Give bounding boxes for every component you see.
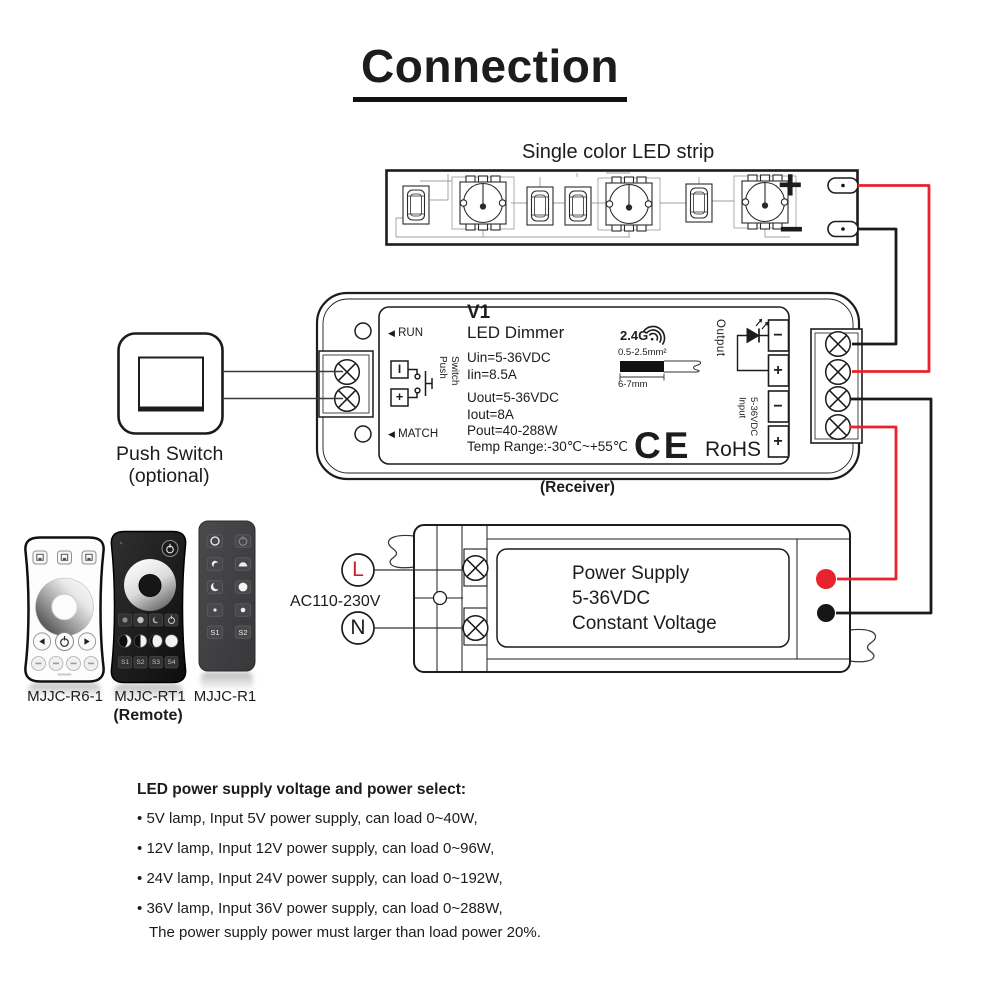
bullet-icon: • [137,810,143,827]
sw-terminal-1: I [397,362,402,376]
spec-iin: Iin=8.5A [467,367,517,382]
output-minus-terminal: − [773,327,783,344]
match-arrow-icon: ◀ [388,429,395,439]
preset-button-icon [58,551,72,564]
power-button [162,541,178,557]
sun-icon [239,583,248,592]
psu-mount-clip-left [388,535,414,567]
psu-line3: Constant Voltage [572,613,717,634]
indicator-led [120,542,123,545]
wall-push-switch [119,334,223,434]
night-dot-icon [213,608,216,611]
screw-terminal-icon [463,556,488,581]
page-title: Connection [340,40,640,102]
rt1-s4-button: S4 [167,658,176,666]
remote-mjjc-r6-1 [25,538,103,682]
dimmer-switch-terminal-block [319,351,373,417]
output-label: Output [713,319,726,357]
spec-iout: Iout=8A [467,407,514,422]
strip-minus-symbol: − [779,205,804,252]
psu-line1: Power Supply [572,563,690,584]
dimmer-product-name: LED Dimmer [467,323,565,342]
screw-terminal-icon [826,332,851,357]
psu-hole [434,592,447,605]
screw-terminal-icon [826,415,851,440]
input-plus-terminal: + [773,433,783,450]
note-item: • 12V lamp, Input 12V power supply, can load 0~96W, [137,840,495,857]
rt1-s3-button: S3 [152,658,160,666]
spec-pout: Pout=40-288W [467,423,558,438]
bright-icon [137,617,143,623]
neutral-label: N [350,616,366,639]
spec-uin: Uin=5-36VDC [467,350,551,365]
strip-resistor [403,186,429,224]
input-label: 5-36VDC Input [736,397,759,437]
r1-s2-button: S2 [238,627,248,637]
note-item: • 24V lamp, Input 24V power supply, can load 0~192W, [137,870,503,887]
power-button [56,633,74,651]
screw-terminal-icon [463,616,488,641]
remote-caption: (Remote) [113,707,183,724]
spec-uout: Uout=5-36VDC [467,390,559,405]
ac-voltage-label: AC110-230V [290,593,381,610]
night-dot-icon [241,608,246,613]
input-minus-terminal: − [773,398,783,415]
notes-footnote: The power supply power must larger than load power 20%. [149,924,541,941]
rt1-s1-button: S1 [121,658,129,666]
live-label: L [352,558,364,581]
note-item: • 36V lamp, Input 36V power supply, can load 0~288W, [137,900,503,917]
rt1-s2-button: S2 [136,658,145,666]
push-switch-subtitle: (optional) [128,465,210,487]
remote-rt1-model: MJJC-RT1 [114,688,186,705]
strip-resistor [686,184,712,222]
ce-mark: CE [634,425,692,466]
match-indicator: ◀ MATCH [388,428,439,440]
psu-line2: 5-36VDC [572,588,651,609]
r1-s1-button: S1 [210,627,220,637]
bullet-icon: • [137,870,143,887]
strip-positive-pad [828,178,858,193]
run-arrow-icon: ◀ [388,328,395,338]
bullet-icon: • [137,840,143,857]
strip-plus-symbol: + [778,161,803,208]
rf-label: 2.4G [620,328,649,343]
strip-resistor [527,187,553,225]
psu-mount-clip-right [850,629,876,661]
strip-negative-pad [828,222,858,237]
rohs-mark: RoHS [705,438,762,461]
dim-icon [122,617,127,622]
output-plus-terminal: + [773,362,783,379]
strip-resistor [565,187,591,225]
remote-r6-model: MJJC-R6-1 [27,688,103,705]
wire-gauge-label: 0.5-2.5mm² [618,347,667,358]
spec-temp: Temp Range:-30℃~+55℃ [467,439,628,454]
push-switch-title: Push Switch [116,443,224,465]
psu-dc-negative-terminal [817,604,835,622]
strip-length-label: 6-7mm [618,379,648,390]
strip-led-chip [598,177,660,231]
led-strip-label: Single color LED strip [522,141,715,163]
screw-terminal-icon [826,360,851,385]
receiver-caption: (Receiver) [540,479,615,496]
mounting-hole [355,323,371,339]
sw-terminal-2: + [395,389,404,404]
preset-button-icon [33,551,47,564]
mounting-hole [355,426,371,442]
preset-button-icon [82,551,96,564]
psu-dc-positive-terminal [816,569,836,589]
run-indicator: ◀ RUN [388,327,424,339]
strip-led-chip [452,176,514,230]
dimmer-model: V1 [467,302,491,323]
push-switch-symbol-label: Switch Push [437,356,460,386]
bullet-icon: • [137,900,143,917]
remote-mjjc-r1 [199,521,255,671]
notes-heading: LED power supply voltage and power select: [137,781,467,798]
note-item: • 5V lamp, Input 5V power supply, can load 0~40W, [137,810,478,827]
screw-terminal-icon [826,387,851,412]
remote-r1-model: MJJC-R1 [193,688,257,705]
